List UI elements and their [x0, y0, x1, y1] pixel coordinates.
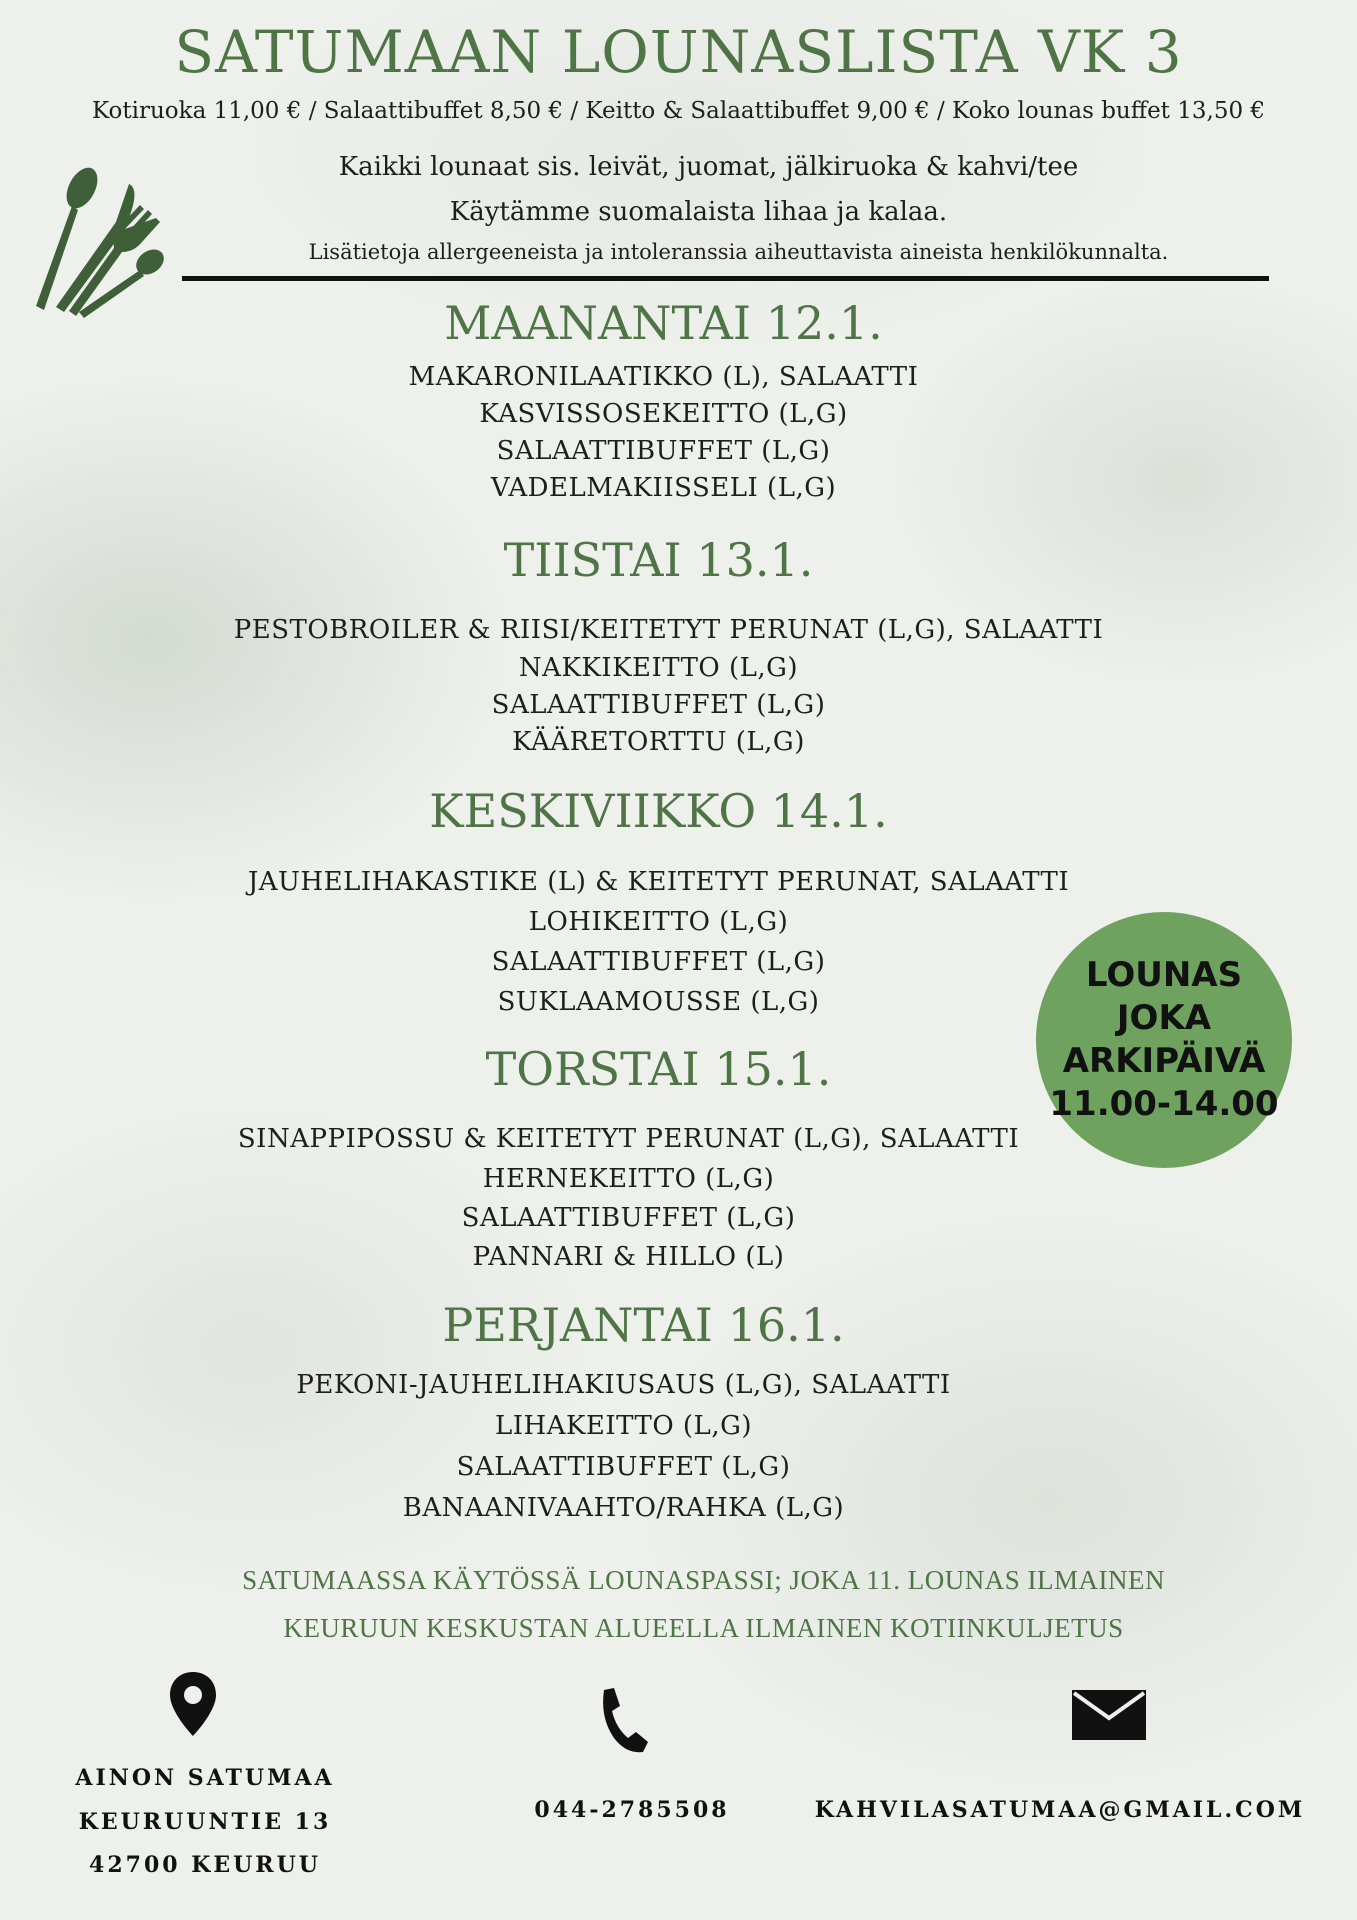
address-city: 42700 KEURUU	[89, 1852, 321, 1878]
menu-item: PEKONI-JAUHELIHAKIUSAUS (L,G), SALAATTI	[296, 1370, 951, 1400]
badge-line: 11.00-14.00	[1049, 1084, 1279, 1124]
price-list: Kotiruoka 11,00 € / Salaattibuffet 8,50 € / Keitto & Salaattibuffet 9,00 € / Koko lounas buffet 13,50 €	[91, 98, 1266, 124]
menu-item: SALAATTIBUFFET (L,G)	[456, 1452, 791, 1482]
menu-item: LIHAKEITTO (L,G)	[495, 1411, 752, 1441]
menu-item: SUKLAAMOUSSE (L,G)	[497, 987, 820, 1017]
day-title-tuesday: TIISTAI 13.1.	[503, 533, 814, 587]
info-line-included: Kaikki lounaat sis. leivät, juomat, jälkiruoka & kahvi/tee	[338, 152, 1079, 182]
menu-item: SALAATTIBUFFET (L,G)	[491, 690, 826, 720]
day-title-monday: MAANANTAI 12.1.	[444, 296, 883, 350]
menu-item: SINAPPIPOSSU & KEITETYT PERUNAT (L,G), SALAATTI	[237, 1124, 1020, 1154]
mail-icon	[1072, 1690, 1146, 1740]
location-pin-icon	[168, 1670, 218, 1738]
phone-icon	[596, 1686, 650, 1754]
menu-item: HERNEKEITTO (L,G)	[482, 1164, 775, 1194]
menu-item: LOHIKEITTO (L,G)	[528, 907, 789, 937]
address-street: KEURUUNTIE 13	[78, 1809, 332, 1835]
day-title-friday: PERJANTAI 16.1.	[442, 1298, 845, 1352]
divider	[182, 276, 1269, 281]
promo-delivery: KEURUUN KESKUSTAN ALUEELLA ILMAINEN KOTIINKULJETUS	[283, 1613, 1124, 1643]
badge-line: LOUNAS	[1085, 955, 1243, 995]
lunch-hours-badge	[1036, 912, 1292, 1168]
menu-item: NAKKIKEITTO (L,G)	[518, 653, 799, 683]
address-name: AINON SATUMAA	[75, 1765, 335, 1791]
phone-number: 044-2785508	[534, 1797, 730, 1823]
menu-item: KÄÄRETORTTU (L,G)	[512, 727, 805, 757]
menu-item: SALAATTIBUFFET (L,G)	[461, 1203, 796, 1233]
menu-item: BANAANIVAAHTO/RAHKA (L,G)	[402, 1493, 845, 1523]
day-title-wednesday: KESKIVIIKKO 14.1.	[429, 784, 888, 838]
menu-item: SALAATTIBUFFET (L,G)	[496, 436, 831, 466]
menu-item: SALAATTIBUFFET (L,G)	[491, 947, 826, 977]
promo-lunch-pass: SATUMAASSA KÄYTÖSSÄ LOUNASPASSI; JOKA 11. LOUNAS ILMAINEN	[242, 1565, 1165, 1595]
badge-line: ARKIPÄIVÄ	[1062, 1041, 1266, 1081]
menu-item: PESTOBROILER & RIISI/KEITETYT PERUNAT (L,G), SALAATTI	[233, 615, 1104, 645]
menu-item: PANNARI & HILLO (L)	[472, 1242, 785, 1272]
info-line-meat: Käytämme suomalaista lihaa ja kalaa.	[449, 197, 948, 227]
badge-line: JOKA	[1116, 998, 1212, 1038]
menu-item: KASVISSOSEKEITTO (L,G)	[479, 399, 848, 429]
info-line-allergens: Lisätietoja allergeeneista ja intoleranssia aiheuttavista aineista henkilökunnalta.	[308, 240, 1169, 264]
menu-item: VADELMAKIISSELI (L,G)	[490, 473, 837, 503]
menu-item: JAUHELIHAKASTIKE (L) & KEITETYT PERUNAT, SALAATTI	[247, 867, 1070, 897]
menu-item: MAKARONILAATIKKO (L), SALAATTI	[408, 362, 919, 392]
page-title: SATUMAAN LOUNASLISTA VK 3	[174, 18, 1183, 86]
email-address: KAHVILASATUMAA@GMAIL.COM	[814, 1797, 1306, 1823]
day-title-thursday: TORSTAI 15.1.	[485, 1042, 832, 1096]
